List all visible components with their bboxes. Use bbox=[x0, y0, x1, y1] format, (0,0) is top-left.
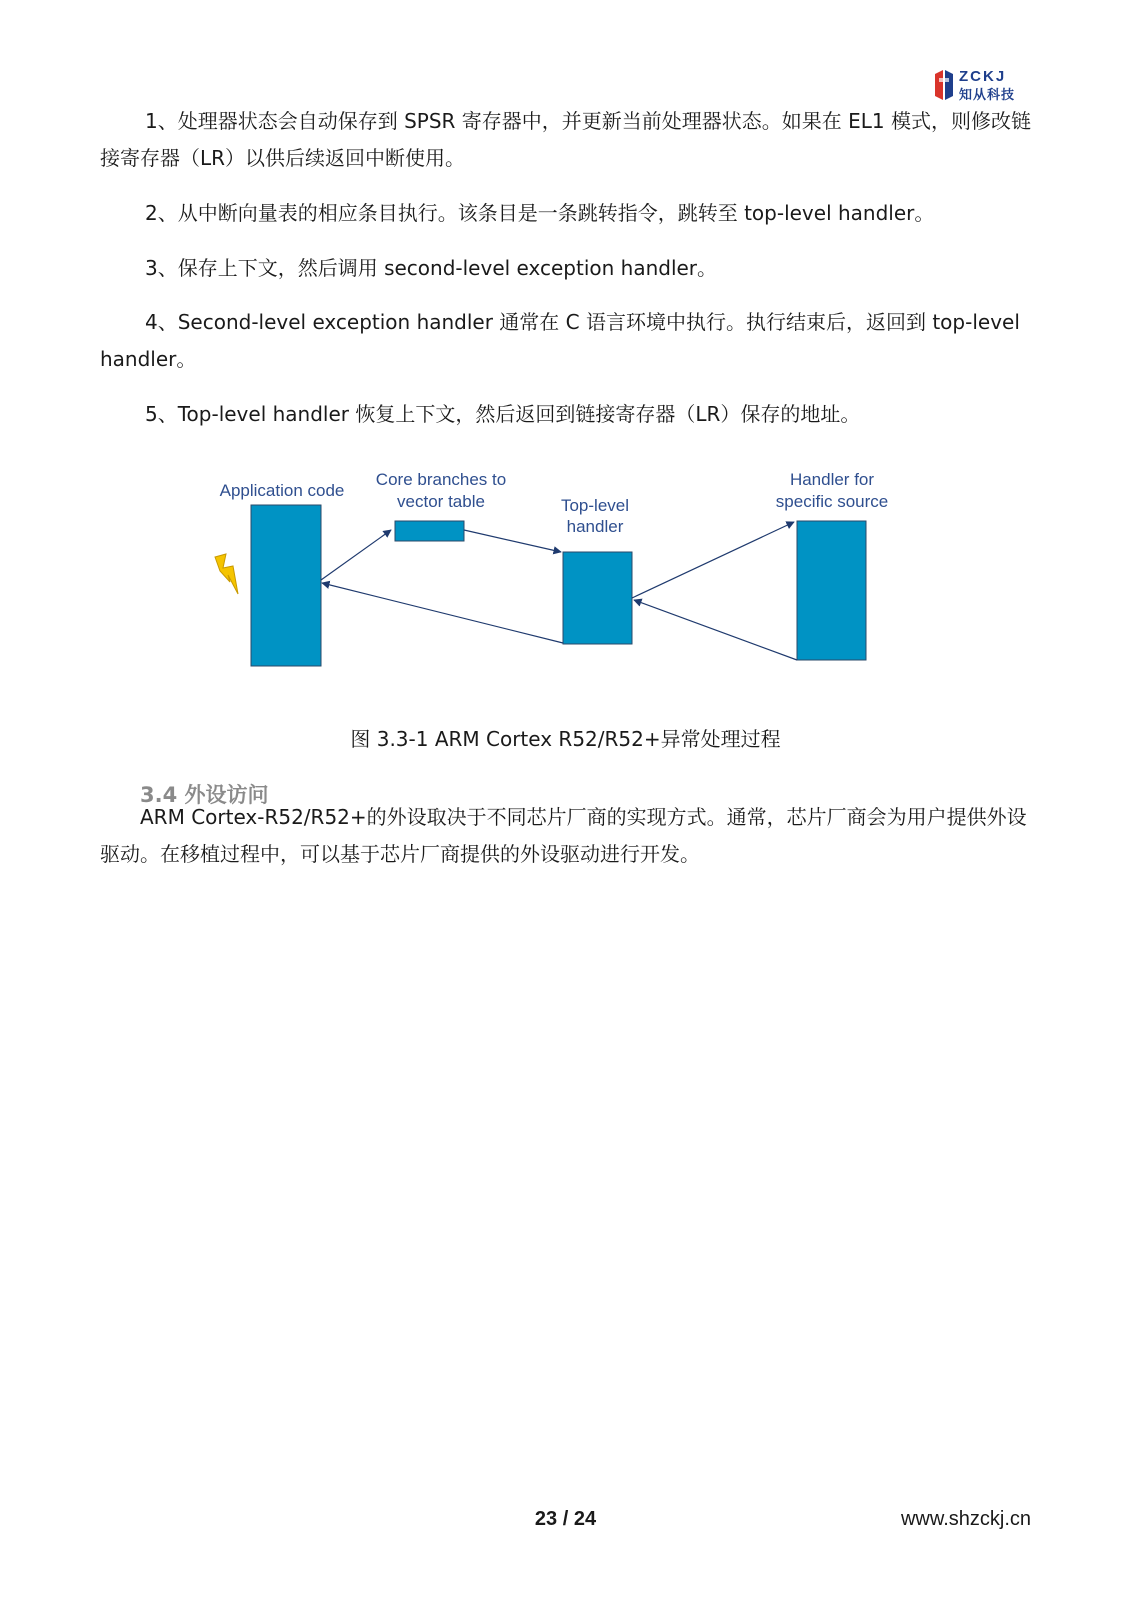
arrow-vector-to-toplevel bbox=[464, 530, 561, 552]
section-heading: 3.4 外设访问 bbox=[140, 783, 269, 807]
arrow-specific-to-toplevel bbox=[634, 600, 797, 660]
lightning-icon bbox=[215, 554, 238, 594]
company-logo bbox=[933, 66, 1033, 106]
footer-url[interactable]: www.shzckj.cn bbox=[900, 1508, 1031, 1530]
logo-text: ZCKJ bbox=[959, 68, 1007, 85]
arrow-toplevel-to-specific bbox=[632, 522, 794, 598]
section-body: ARM Cortex-R52/R52+的外设取决于不同芯片厂商的实现方式。通常，芯片厂商会为用户提供外设驱动。在移植过程中，可以基于芯片厂商提供的外设驱动进行开发。 bbox=[100, 805, 1027, 866]
label-top-level-1: Top-level bbox=[560, 496, 630, 515]
logo-name: 知从科技 bbox=[959, 88, 1016, 103]
page-number: 23 / 24 bbox=[534, 1508, 597, 1530]
arrow-app-to-vector bbox=[321, 530, 391, 580]
label-core-branches-2: vector table bbox=[397, 492, 485, 511]
vector-table-block bbox=[395, 521, 464, 541]
label-top-level-2: handler bbox=[566, 517, 624, 536]
label-handler-for-2: specific source bbox=[775, 492, 889, 511]
step-4: 4、Second-level exception handler 通常在 C 语言环境中执行。执行结束后，返回到 top-level handler。 bbox=[100, 310, 1020, 371]
step-2: 2、从中断向量表的相应条目执行。该条目是一条跳转指令，跳转至 top-level handler。 bbox=[145, 201, 935, 225]
label-core-branches-1: Core branches to bbox=[375, 470, 507, 489]
step-1: 1、处理器状态会自动保存到 SPSR 寄存器中，并更新当前处理器状态。如果在 EL1 模式，则修改链接寄存器（LR）以供后续返回中断使用。 bbox=[100, 109, 1032, 170]
step-5: 5、Top-level handler 恢复上下文，然后返回到链接寄存器（LR）保存的地址。 bbox=[145, 402, 861, 426]
specific-handler-block bbox=[797, 521, 866, 660]
top-level-handler-block bbox=[563, 552, 632, 644]
application-code-block bbox=[251, 505, 321, 666]
step-3: 3、保存上下文，然后调用 second-level exception handler。 bbox=[145, 256, 718, 280]
figure-caption: 图 3.3-1 ARM Cortex R52/R52+异常处理过程 bbox=[350, 727, 781, 751]
logo-emblem-icon bbox=[933, 70, 957, 104]
label-application-code: Application code bbox=[219, 481, 345, 500]
label-handler-for-1: Handler for bbox=[789, 470, 875, 489]
arrow-toplevel-to-app bbox=[322, 583, 563, 643]
exception-flow-diagram bbox=[200, 470, 920, 690]
